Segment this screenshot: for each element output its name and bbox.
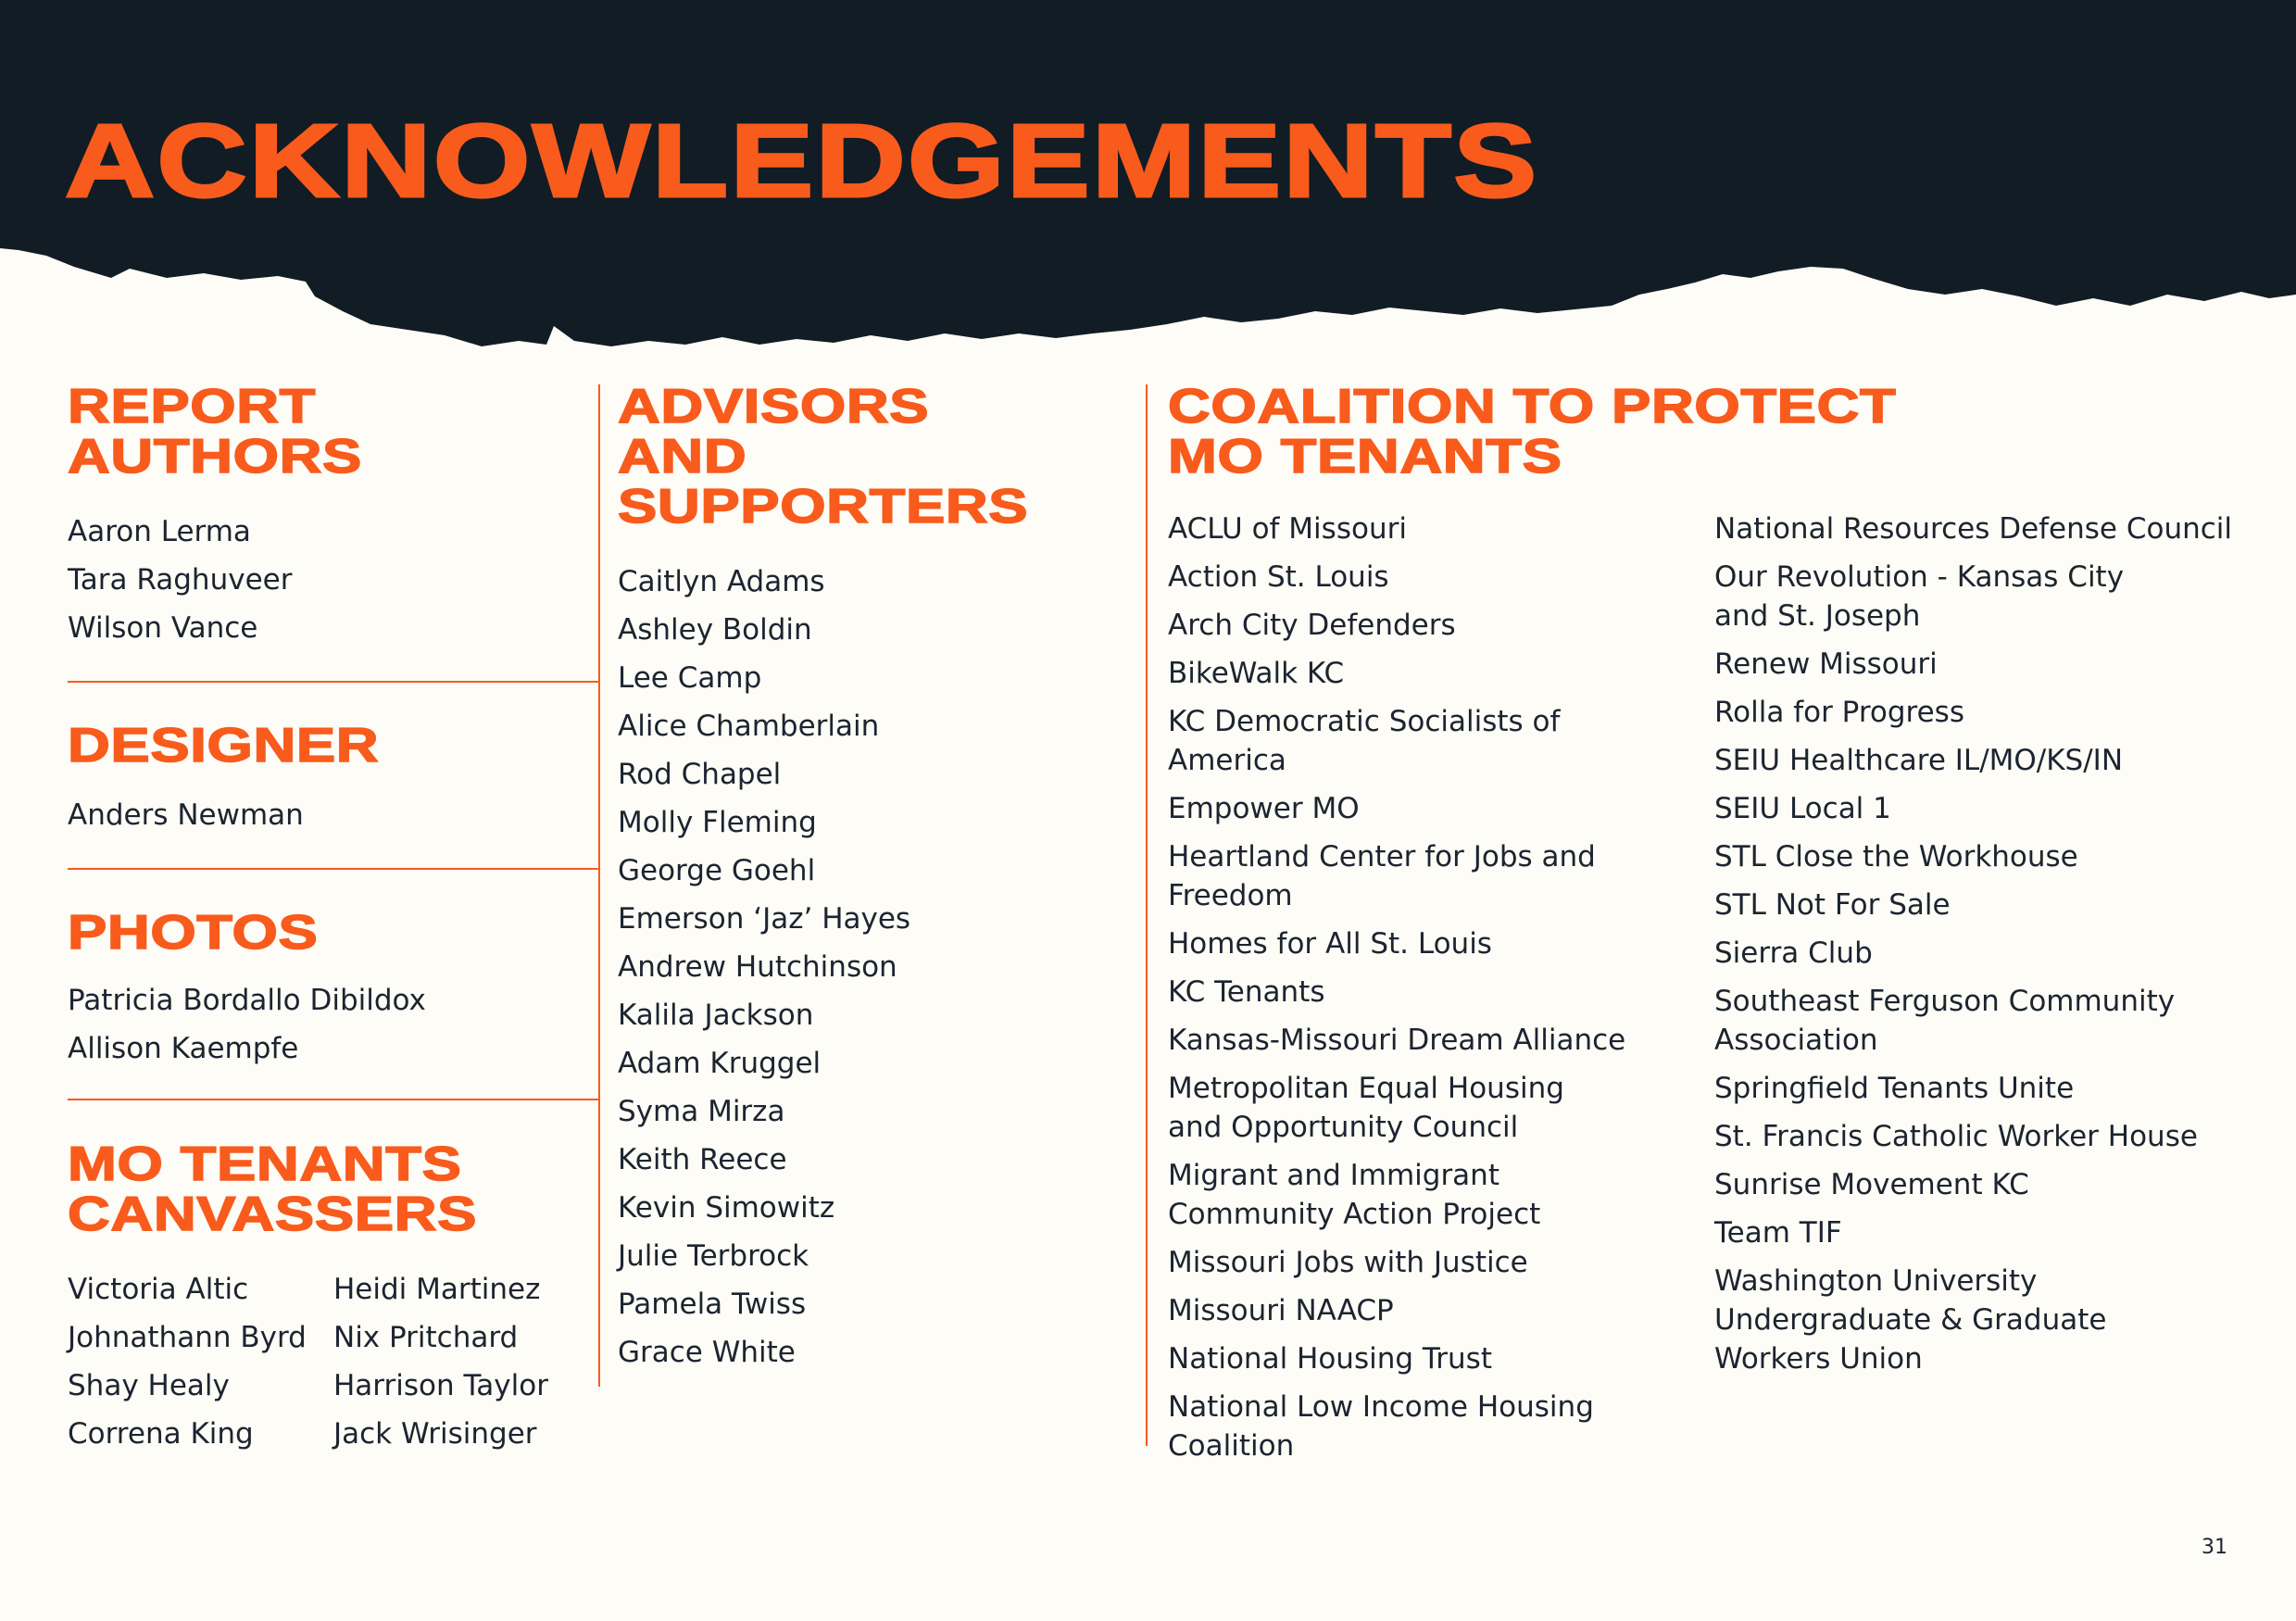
- section-divider: [68, 868, 600, 870]
- list-item: STL Not For Sale: [1714, 888, 1951, 922]
- list-item: Correna King: [68, 1417, 254, 1451]
- report-authors-heading: [68, 382, 700, 482]
- list-item: Sierra Club: [1714, 936, 1873, 970]
- list-item: Sunrise Movement KC: [1714, 1168, 2029, 1201]
- designer-heading: DESIGNER: [68, 719, 380, 773]
- photos-heading: PHOTOS: [68, 906, 319, 960]
- list-item: SEIU Local 1: [1714, 792, 1891, 825]
- list-item: Johnathann Byrd: [68, 1321, 307, 1354]
- list-item: Pamela Twiss: [618, 1288, 807, 1321]
- list-item: Harrison Taylor: [333, 1369, 548, 1402]
- list-item: Washington University Undergraduate & Graduate Workers Union: [1714, 1264, 2107, 1376]
- list-item: National Resources Defense Council: [1714, 512, 2233, 546]
- column-divider: [598, 384, 600, 1387]
- list-item: Shay Healy: [68, 1369, 230, 1402]
- list-item: STL Close the Workhouse: [1714, 840, 2078, 873]
- heading-line: MO TENANTS: [68, 1137, 462, 1191]
- list-item: Rolla for Progress: [1714, 696, 1964, 729]
- list-item: Metropolitan Equal Housing and Opportunity Council: [1168, 1072, 1564, 1144]
- list-item: Molly Fleming: [618, 806, 817, 839]
- coalition-col2: [1714, 509, 2242, 1388]
- list-item: Alice Chamberlain: [618, 710, 880, 743]
- page-number: 31: [2202, 1536, 2227, 1559]
- list-item: Ashley Boldin: [618, 613, 812, 647]
- list-item: Rod Chapel: [618, 758, 782, 791]
- list-item: SEIU Healthcare IL/MO/KS/IN: [1714, 744, 2124, 777]
- heading-line: ADVISORS: [618, 380, 930, 434]
- list-item: Kalila Jackson: [618, 999, 814, 1032]
- list-item: Team TIF: [1714, 1216, 1842, 1250]
- list-item: Jack Wrisinger: [333, 1417, 537, 1451]
- list-item: St. Francis Catholic Worker House: [1714, 1120, 2198, 1153]
- list-item: Heidi Martinez: [333, 1273, 541, 1306]
- list-item: National Housing Trust: [1168, 1342, 1492, 1376]
- heading-line: AND: [618, 430, 747, 484]
- designer-section: [68, 721, 586, 839]
- list-item: ACLU of Missouri: [1168, 512, 1407, 546]
- heading-line: COALITION TO PROTECT: [1168, 380, 1897, 434]
- coalition-section: [1168, 382, 2233, 482]
- list-item: George Goehl: [618, 854, 816, 887]
- section-divider: [68, 1099, 600, 1100]
- list-item: Patricia Bordallo Dibildox: [68, 984, 426, 1017]
- list-item: KC Tenants: [1168, 975, 1325, 1009]
- list-item: Renew Missouri: [1714, 647, 1938, 681]
- list-item: Keith Reece: [618, 1143, 787, 1176]
- list-item: KC Democratic Socialists of America: [1168, 705, 1561, 777]
- report-authors-section: [68, 382, 586, 652]
- list-item: Julie Terbrock: [618, 1239, 809, 1273]
- list-item: Kevin Simowitz: [618, 1191, 835, 1225]
- list-item: Kansas-Missouri Dream Alliance: [1168, 1024, 1626, 1057]
- list-item: Adam Kruggel: [618, 1047, 822, 1080]
- heading-line: SUPPORTERS: [618, 480, 1029, 534]
- list-item: Emerson ‘Jaz’ Hayes: [618, 902, 911, 936]
- coalition-col1: [1168, 509, 1687, 1475]
- heading-line: CANVASSERS: [68, 1187, 478, 1241]
- list-item: Southeast Ferguson Community Association: [1714, 985, 2176, 1057]
- list-item: Victoria Altic: [68, 1273, 249, 1306]
- list-item: Grace White: [618, 1336, 796, 1369]
- heading-line: REPORT: [68, 380, 317, 434]
- section-divider: [68, 681, 600, 683]
- page-title: ACKNOWLEDGEMENTS: [65, 103, 1539, 219]
- list-item: Andrew Hutchinson: [618, 950, 897, 984]
- list-item: Wilson Vance: [68, 611, 258, 645]
- list-item: Springfield Tenants Unite: [1714, 1072, 2075, 1105]
- canvassers-section: [68, 1139, 600, 1458]
- list-item: Tara Raghuveer: [68, 563, 293, 597]
- photos-section: [68, 908, 586, 1073]
- list-item: BikeWalk KC: [1168, 657, 1345, 690]
- list-item: Empower MO: [1168, 792, 1360, 825]
- advisors-heading: [618, 382, 1250, 532]
- heading-line: AUTHORS: [68, 430, 362, 484]
- column-divider: [1146, 384, 1148, 1446]
- list-item: Aaron Lerma: [68, 515, 251, 548]
- heading-line: MO TENANTS: [1168, 430, 1562, 484]
- list-item: Nix Pritchard: [333, 1321, 519, 1354]
- coalition-heading: [1168, 382, 2296, 482]
- list-item: Heartland Center for Jobs and Freedom: [1168, 840, 1596, 912]
- list-item: Homes for All St. Louis: [1168, 927, 1492, 961]
- list-item: Caitlyn Adams: [618, 565, 825, 598]
- list-item: Action St. Louis: [1168, 560, 1389, 594]
- list-item: Lee Camp: [618, 661, 762, 695]
- advisors-section: [618, 382, 1136, 1376]
- list-item: Missouri NAACP: [1168, 1294, 1394, 1327]
- list-item: Missouri Jobs with Justice: [1168, 1246, 1528, 1279]
- list-item: Migrant and Immigrant Community Action Project: [1168, 1159, 1541, 1231]
- list-item: Syma Mirza: [618, 1095, 785, 1128]
- list-item: Our Revolution - Kansas City and St. Joseph: [1714, 560, 2125, 633]
- list-item: Anders Newman: [68, 798, 304, 832]
- list-item: Arch City Defenders: [1168, 609, 1456, 642]
- canvassers-col2: [333, 1265, 548, 1458]
- list-item: National Low Income Housing Coalition: [1168, 1390, 1594, 1463]
- list-item: Allison Kaempfe: [68, 1032, 299, 1065]
